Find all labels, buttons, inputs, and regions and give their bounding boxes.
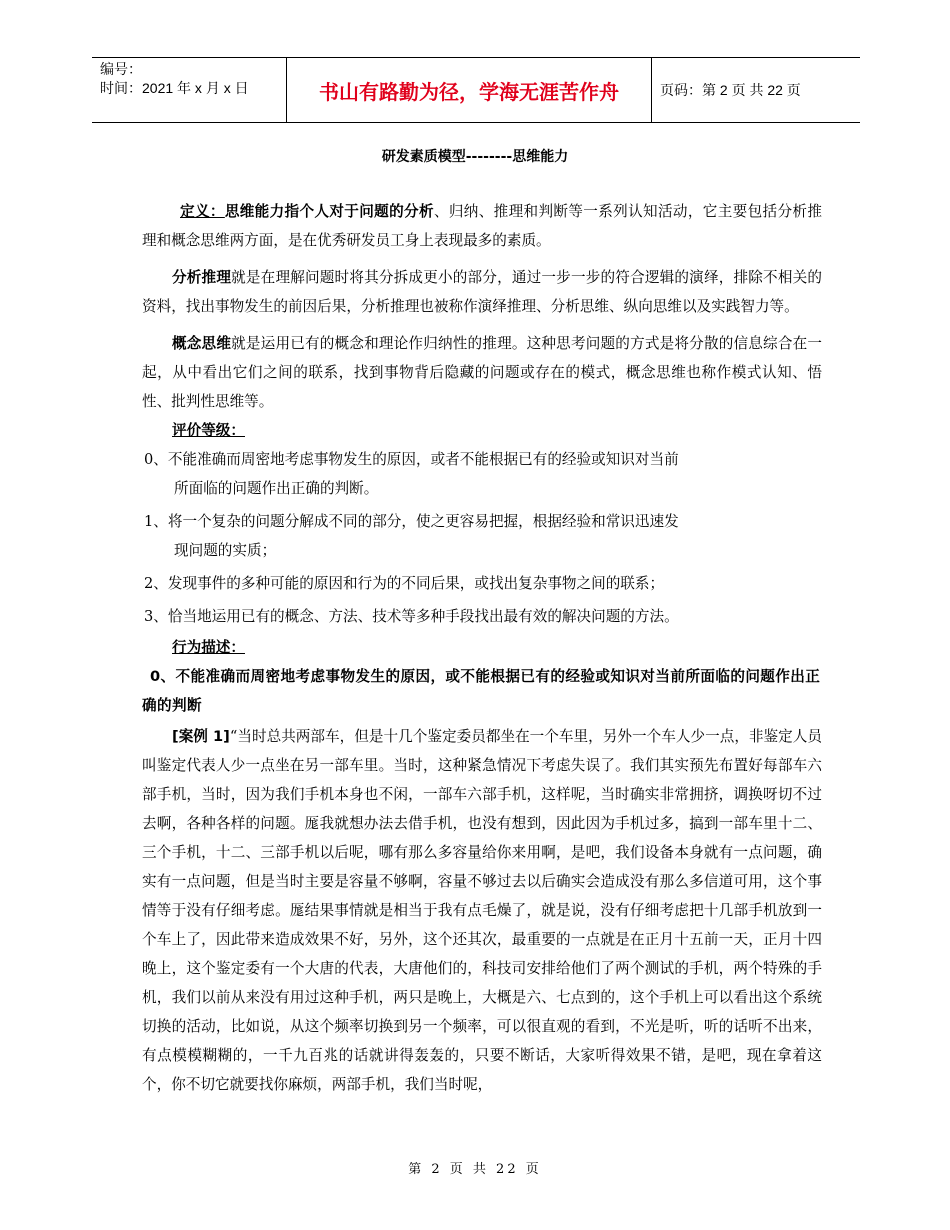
- concept-term: 概念思维: [172, 335, 232, 352]
- page-footer: 第 2 页 共 22 页: [408, 1162, 542, 1177]
- header-time: 时间：2021 年 x 月 x 日: [100, 80, 249, 96]
- header-divider-right: [651, 57, 652, 122]
- definition-bold-text: 思维能力指个人对于问题的分析: [224, 203, 434, 220]
- analysis-term: 分析推理: [172, 269, 232, 286]
- rating-level-3: 3、恰当地运用已有的概念、方法、技术等多种手段找出最有效的解决问题的方法。: [144, 608, 679, 625]
- definition-text: 、归纳、推理和判断等一系列认知活动，它主要包括分析推理和概念思维两方面，是在优秀研发员工身上表现最多的素质。: [142, 203, 822, 249]
- header-bottom-rule: [92, 122, 860, 123]
- concept-text: 就是运用已有的概念和理论作归纳性的推理。这种思考问题的方式是将分散的信息综合在一起，从中看出它们之间的联系，找到事物背后隐藏的问题或存在的模式，概念思维也称作模式认知、悟性、批判性思维等。: [142, 335, 822, 410]
- behavior-level-0-title: [142, 662, 822, 720]
- case-paragraph: [142, 722, 822, 1099]
- rating-level-2: 2、发现事件的多种可能的原因和行为的不同后果，或找出复杂事物之间的联系；: [144, 575, 665, 592]
- behavior-level-0-text: 0、不能准确而周密地考虑事物发生的原因，或不能根据已有的经验或知识对当前所面临的问题作出正确的判断: [142, 668, 821, 714]
- header-number: 编号：: [100, 61, 142, 77]
- case-text: “当时总共两部车，但是十几个鉴定委员都坐在一个车里，另外一个车人少一点，非鉴定人员叫鉴定代表人少一点坐在另一部车里。当时，这种紧急情况下考虑失误了。我们其实预先布置好每部车六部手机，当时，因为我们手机本身也不闲，一部车六部手机，这样呢，当时确实非常拥挤，调换呀切不过去啊，各种各样的问题。厖我就想办法去借手机，也没有想到，因此因为手机过多，搞到一部车里十二、三个手机，十二、三部手机以后呢，哪有那么多容量给你来用啊，是吧，我们设备本身就有一点问题，确实有一点问题，但是当时主要是容量不够啊，容量不够过去以后确实会造成没有那么多信道可用，这个事情等于没有仔细考虑。厖结果事情就是相当于我有点毛燥了，就是说，没有仔细考虑把十几部手机放到一个车上了，因此带来造成效果不好，另外，这个还其次，最重要的一点就是在正月十五前一天，正月十四晚上，这个鉴定委有一个大唐的代表，大唐他们的，科技司安排给他们了两个测试的手机，两个特殊的手机，我们以前从来没有用过这种手机，两只是晚上，大概是六、七点到的，这个手机上可以看出这个系统切换的活动，比如说，从这个频率切换到另一个频率，可以很直观的看到，不光是听，听的话听不出来，有点模模糊糊的，一千九百兆的话就讲得轰轰的，只要不断话，大家听得效果不错，是吧，现在拿着这个，你不切它就要找你麻烦，两部手机，我们当时呢，: [142, 728, 822, 1093]
- rating-level-0-line1: 0、不能准确而周密地考虑事物发生的原因，或者不能根据已有的经验或知识对当前: [144, 451, 679, 468]
- definition-paragraph: [142, 197, 822, 255]
- analysis-paragraph: [142, 263, 822, 321]
- behavior-heading-text: 行为描述：: [172, 639, 245, 656]
- rating-level-0-line2: 所面临的问题作出正确的判断。: [174, 480, 379, 497]
- behavior-heading: [142, 633, 822, 662]
- document-body: [142, 197, 822, 1099]
- rating-level-1-line1: 1、将一个复杂的问题分解成不同的部分，使之更容易把握，根据经验和常识迅速发: [144, 513, 679, 530]
- header-divider-left: [286, 57, 287, 122]
- rating-level-1-line2: 现问题的实质；: [174, 542, 277, 559]
- rating-heading-text: 评价等级：: [172, 422, 245, 439]
- concept-paragraph: [142, 329, 822, 416]
- header-meta: [100, 60, 249, 98]
- rating-heading: [142, 416, 822, 445]
- header-page-number: 页码：第 2 页 共 22 页: [660, 82, 801, 98]
- analysis-text: 就是在理解问题时将其分拆成更小的部分，通过一步一步的符合逻辑的演绎，排除不相关的资料，找出事物发生的前因后果，分析推理也被称作演绎推理、分析思维、纵向思维以及实践智力等。: [142, 269, 822, 315]
- header-motto: 书山有路勤为径，学海无涯苦作舟: [319, 80, 619, 104]
- document-title: 研发素质模型--------思维能力: [381, 149, 569, 165]
- definition-label: 定义：: [180, 203, 225, 220]
- case-label: [案例 1]: [172, 728, 230, 745]
- header-top-rule: [92, 57, 860, 58]
